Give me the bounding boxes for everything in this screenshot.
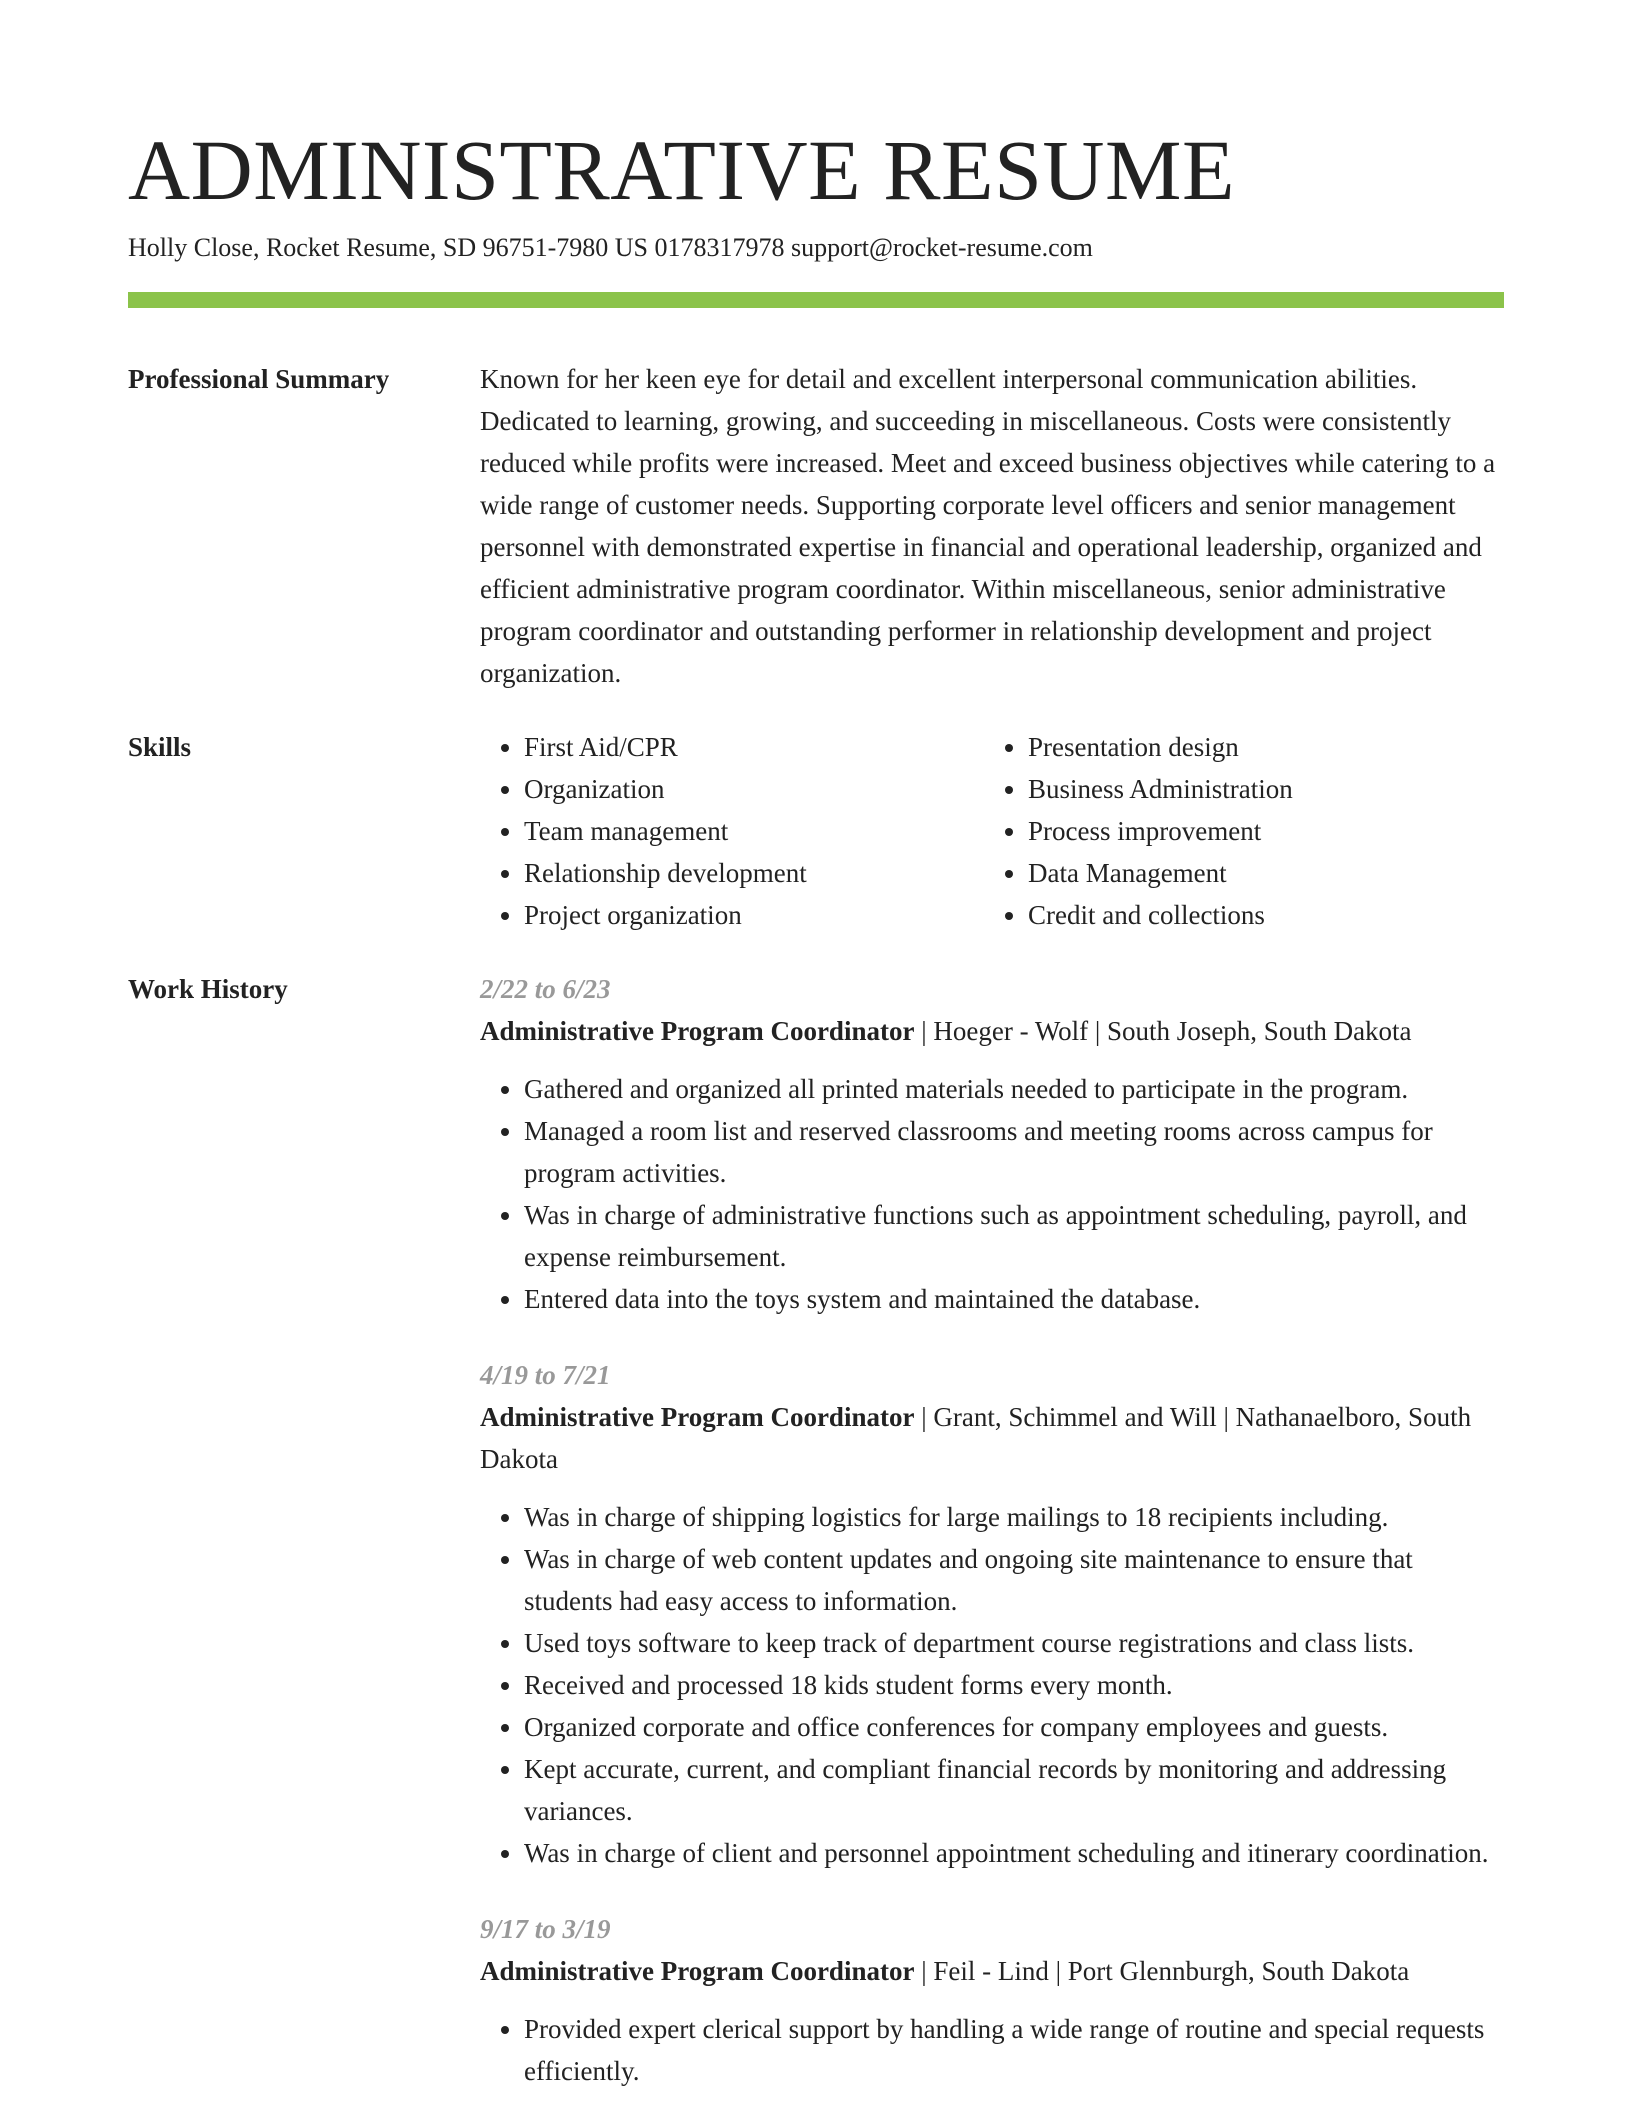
job-entry <box>480 1354 1504 1874</box>
job-bullet: • Was in charge of shipping logistics for large mailings to 18 recipients including. <box>524 1496 1504 1538</box>
skill-item: • Presentation design <box>1028 726 1488 768</box>
job-heading <box>480 1010 1504 1052</box>
work-history-list <box>480 968 1504 2126</box>
skill-item: • First Aid/CPR <box>524 726 984 768</box>
job-bullet: • Managed a room list and reserved classrooms and meeting rooms across campus for program activities. <box>524 1110 1504 1194</box>
skill-item: • Data Management <box>1028 852 1488 894</box>
job-bullets <box>480 1496 1504 1874</box>
skills-section <box>128 726 1504 936</box>
skills-column-right <box>984 726 1488 936</box>
job-title: Administrative Program Coordinator <box>480 1402 915 1432</box>
job-bullet: • Used toys software to keep track of department course registrations and class lists. <box>524 1622 1504 1664</box>
job-bullet: • Was in charge of web content updates and ongoing site maintenance to ensure that students had easy access to information. <box>524 1538 1504 1622</box>
job-title: Administrative Program Coordinator <box>480 1956 915 1986</box>
job-bullet: • Was in charge of administrative functions such as appointment scheduling, payroll, and expense reimbursement. <box>524 1194 1504 1278</box>
work-history-section <box>128 968 1504 2126</box>
skills-list <box>480 726 1504 936</box>
job-heading <box>480 1950 1504 1992</box>
skill-item: • Business Administration <box>1028 768 1488 810</box>
job-dates: 9/17 to 3/19 <box>480 1914 611 1944</box>
job-title: Administrative Program Coordinator <box>480 1016 915 1046</box>
skills-label: Skills <box>128 732 192 762</box>
resume-page <box>128 120 1504 2126</box>
job-bullets <box>480 2008 1504 2092</box>
job-bullet: • Provided expert clerical support by handling a wide range of routine and special requests efficiently. <box>524 2008 1504 2092</box>
job-bullet: • Was in charge of client and personnel appointment scheduling and itinerary coordination. <box>524 1832 1504 1874</box>
skill-item: • Organization <box>524 768 984 810</box>
job-dates: 2/22 to 6/23 <box>480 974 611 1004</box>
skill-item: • Relationship development <box>524 852 984 894</box>
resume-title: ADMINISTRATIVE RESUME <box>128 122 1235 218</box>
job-bullet: • Gathered and organized all printed materials needed to participate in the program. <box>524 1068 1504 1110</box>
work-history-label: Work History <box>128 974 288 1004</box>
contact-line: Holly Close, Rocket Resume, SD 96751-7980 US 0178317978 support@rocket-resume.com <box>128 233 1093 262</box>
summary-section <box>128 358 1504 694</box>
job-bullet: • Organized corporate and office conferences for company employees and guests. <box>524 1706 1504 1748</box>
skill-item: • Process improvement <box>1028 810 1488 852</box>
job-details: | Feil - Lind | Port Glennburgh, South Dakota <box>914 1956 1410 1986</box>
job-bullet: • Received and processed 18 kids student forms every month. <box>524 1664 1504 1706</box>
skill-item: • Team management <box>524 810 984 852</box>
skill-item: • Project organization <box>524 894 984 936</box>
job-bullets <box>480 1068 1504 1320</box>
summary-label: Professional Summary <box>128 364 390 394</box>
job-details: | Grant, Schimmel and Will | Nathanaelboro, South Dakota <box>480 1402 1472 1474</box>
summary-text: Known for her keen eye for detail and excellent interpersonal communication abilities. Dedicated to learning, growing, and succeeding in miscellaneous. Costs were consistently reduced while profits were increased. Meet and exceed business objectives while catering to a wide range of customer needs. Supporting corporate level officers and senior management personnel with demonstrated expertise in financial and operational leadership, organized and efficient administrative program coordinator. Within miscellaneous, senior administrative program coordinator and outstanding performer in relationship development and project organization. <box>480 364 1496 688</box>
job-bullet: • Kept accurate, current, and compliant financial records by monitoring and addressing variances. <box>524 1748 1504 1832</box>
accent-divider <box>128 292 1504 308</box>
job-bullet: • Entered data into the toys system and maintained the database. <box>524 1278 1504 1320</box>
job-entry <box>480 1908 1504 2092</box>
job-details: | Hoeger - Wolf | South Joseph, South Dakota <box>914 1016 1412 1046</box>
skills-column-left <box>480 726 984 936</box>
job-dates: 4/19 to 7/21 <box>480 1360 611 1390</box>
job-entry <box>480 968 1504 1320</box>
job-heading <box>480 1396 1504 1480</box>
skill-item: • Credit and collections <box>1028 894 1488 936</box>
